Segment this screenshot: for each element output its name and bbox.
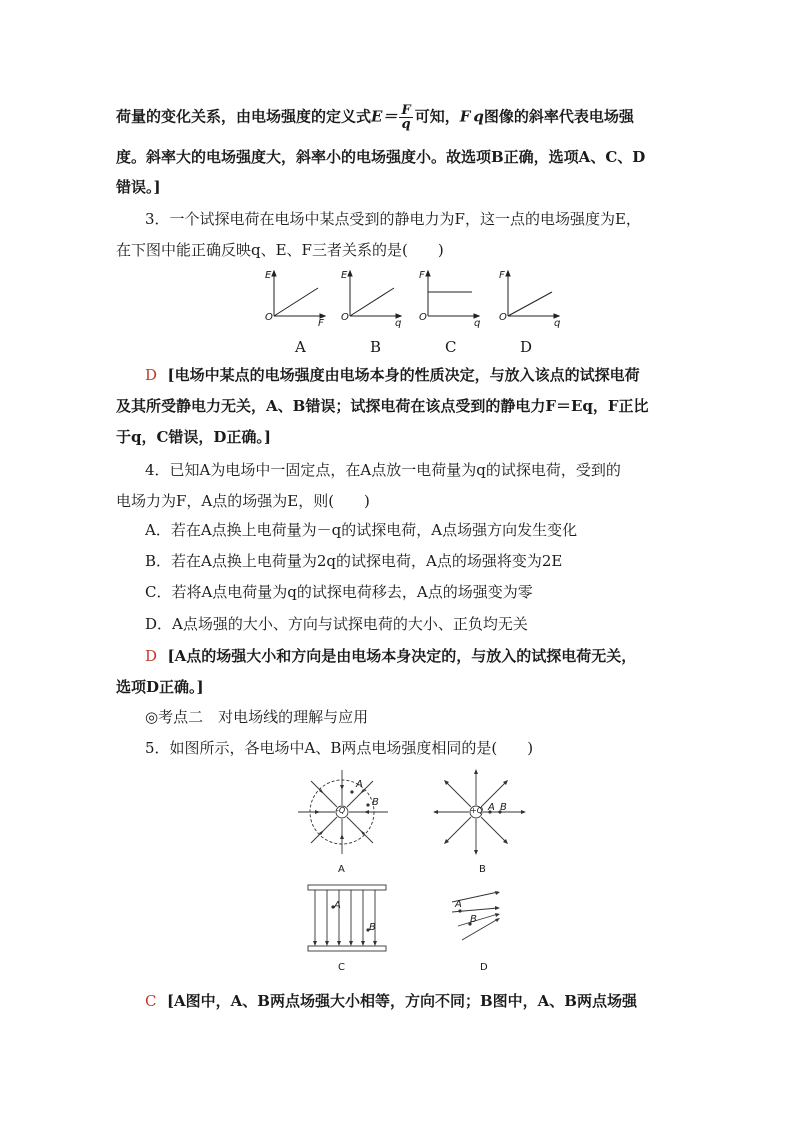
- graph-a-origin: O: [265, 312, 273, 323]
- fig-b-caption: B: [479, 864, 486, 875]
- fig-a-point-b: B: [372, 797, 379, 808]
- fig-b-charge-label: +Q: [470, 806, 483, 815]
- formula-fq: F q: [459, 107, 484, 126]
- fig-c-point-a: A: [334, 900, 341, 911]
- q4-explanation-line-1: [145, 645, 636, 667]
- q5-explanation-text: [A图中，A、B两点场强大小相等，方向不同；B图中，A、B两点场强: [166, 992, 637, 1010]
- graph-a-x-label: F: [318, 318, 324, 329]
- q3-explanation-line-1: [145, 364, 640, 386]
- graph-c-y-label: F: [419, 270, 425, 281]
- graph-d-caption: D: [520, 338, 533, 356]
- fig-c-point-b: B: [369, 922, 376, 933]
- q4-option-a: A．若在A点换上电荷量为－q的试探电荷，A点场强方向发生变化: [145, 521, 578, 539]
- fig-b-point-b: B: [500, 802, 507, 813]
- graph-d-origin: O: [499, 312, 507, 323]
- question-4-line-2: 电场力为F，A点的场强为E，则( ): [116, 492, 370, 510]
- graph-c-origin: O: [419, 312, 427, 323]
- q5-explanation-line-1: [145, 990, 637, 1012]
- q3-explanation-line-3: 于q，C错误，D正确。]: [116, 428, 272, 446]
- formula-e: E＝: [371, 107, 398, 126]
- explanation-text: 可知，: [414, 107, 460, 126]
- fraction-numerator: F: [401, 103, 411, 118]
- graph-c-caption: C: [445, 338, 457, 356]
- fraction-f-over-q: [399, 104, 412, 131]
- graph-c-x-label: q: [474, 318, 481, 329]
- q4-answer: D: [145, 647, 158, 665]
- fig-d-point-a: A: [455, 899, 462, 910]
- explanation-line-2: 度。斜率大的电场强度大，斜率小的电场强度小。故选项B正确，选项A、C、D: [116, 148, 646, 166]
- q4-option-b: B．若在A点换上电荷量为2q的试探电荷，A点的场强将变为2E: [145, 552, 563, 570]
- graph-a-caption: A: [295, 338, 306, 356]
- q3-explanation-line-2: 及其所受静电力无关，A、B错误；试探电荷在该点受到的静电力F＝Eq，F正比: [116, 397, 649, 415]
- fraction-denominator: q: [401, 117, 411, 132]
- fig-c-caption: C: [338, 962, 345, 973]
- graph-d-y-label: F: [499, 270, 505, 281]
- q3-answer: D: [145, 366, 158, 384]
- q5-figure-c: [305, 883, 390, 955]
- explanation-line-1: [116, 104, 634, 131]
- graph-b-x-label: q: [395, 318, 402, 329]
- fig-a-caption: A: [338, 864, 345, 875]
- question-3-line-1: 3．一个试探电荷在电场中某点受到的静电力为F，这一点的电场强度为E，: [145, 210, 641, 228]
- q4-explanation-line-2: 选项D正确。]: [116, 678, 204, 696]
- fig-a-charge-label: -Q: [336, 806, 346, 815]
- q4-option-d: D．A点场强的大小、方向与试探电荷的大小、正负均无关: [145, 615, 528, 633]
- question-4-line-1: 4．已知A为电场中一固定点，在A点放一电荷量为q的试探电荷，受到的: [145, 461, 621, 479]
- graph-b-caption: B: [370, 338, 382, 356]
- graph-b-origin: O: [341, 312, 349, 323]
- fig-a-point-a: A: [356, 779, 363, 790]
- graph-a-y-label: E: [265, 270, 272, 281]
- fig-d-caption: D: [480, 962, 488, 973]
- fig-b-point-a: A: [488, 802, 495, 813]
- fig-d-point-b: B: [470, 914, 477, 925]
- explanation-text: 荷量的变化关系，由电场强度的定义式: [116, 107, 372, 126]
- q4-explanation-text: [A点的场强大小和方向是由电场本身决定的，与放入的试探电荷无关，: [167, 647, 637, 665]
- question-3-line-2: 在下图中能正确反映q、E、F三者关系的是( ): [116, 241, 444, 259]
- q5-answer: C: [145, 992, 157, 1010]
- q3-explanation-text: [电场中某点的电场强度由电场本身的性质决定，与放入该点的试探电荷: [167, 366, 640, 384]
- explanation-line-3: 错误。]: [116, 178, 161, 196]
- graph-b-y-label: E: [341, 270, 348, 281]
- question-5-line-1: 5．如图所示，各电场中A、B两点电场强度相同的是( ): [145, 739, 534, 757]
- q3-graphs: [260, 268, 570, 330]
- explanation-text: 图像的斜率代表电场强: [483, 107, 634, 126]
- section-heading: ◎考点二 对电场线的理解与应用: [145, 708, 369, 726]
- graph-d-x-label: q: [554, 318, 561, 329]
- q4-option-c: C．若将A点电荷量为q的试探电荷移去，A点的场强变为零: [145, 583, 533, 601]
